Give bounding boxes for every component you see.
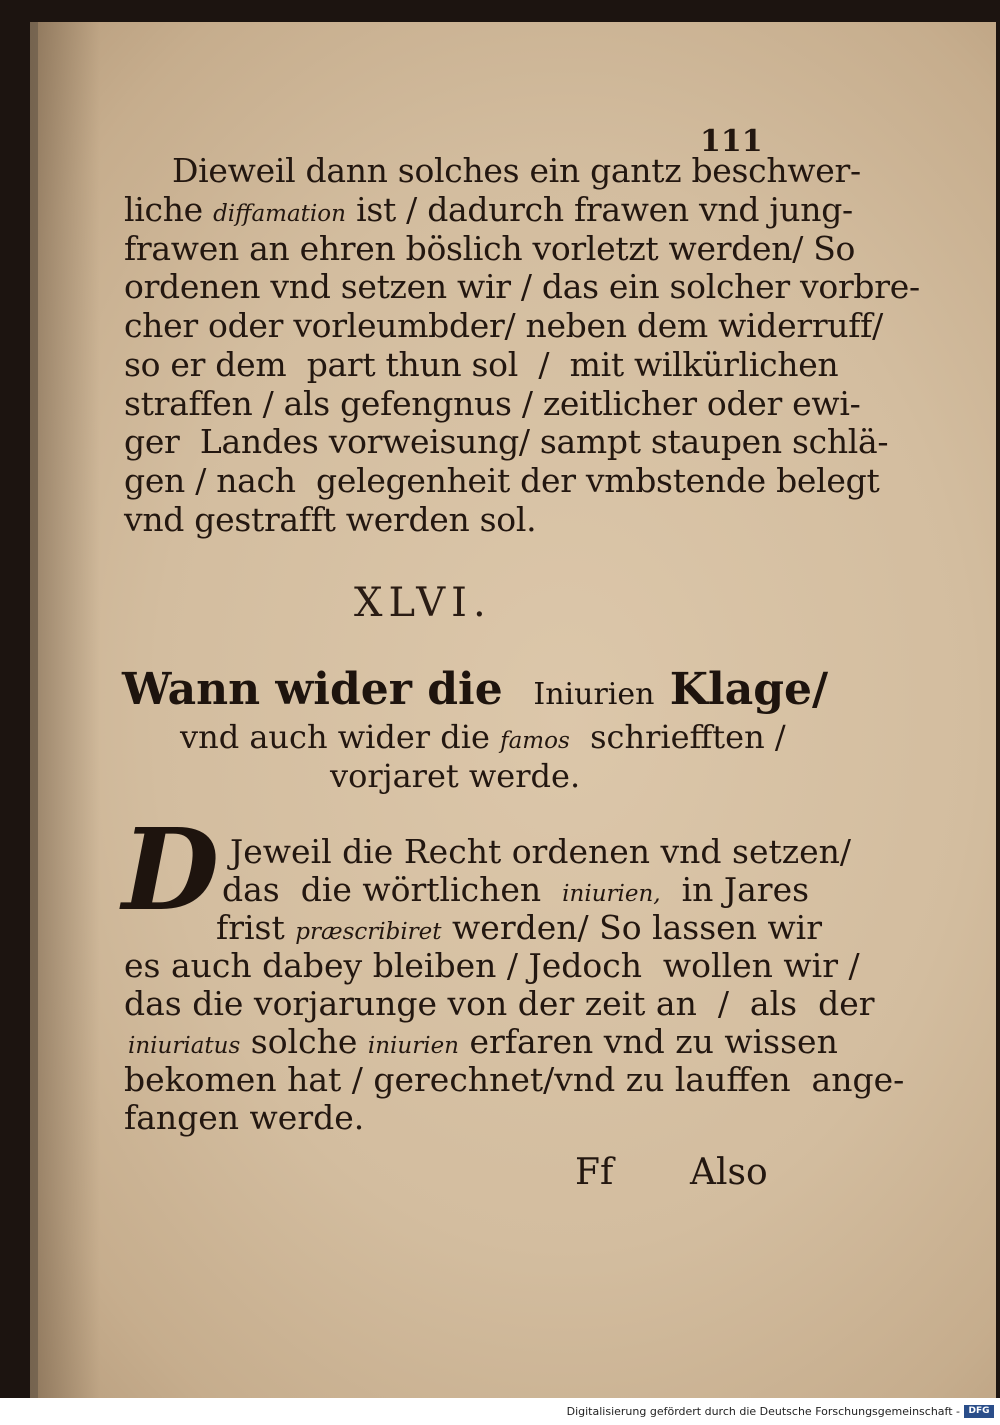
- section-title-line-2: vnd auch wider die famos schriefften /: [180, 718, 786, 756]
- footer-bar: [0, 1398, 1000, 1425]
- p2-line-7: bekomen hat / gerechnet/vnd zu lauffen ange-: [124, 1060, 905, 1099]
- p1-line-8: ger Landes vorweisung/ sampt staupen schlä-: [124, 422, 889, 461]
- dfg-logo: DFG: [964, 1405, 994, 1418]
- p1-line-2: liche diffamation ist / dadurch frawen vnd jung-: [124, 190, 853, 229]
- p2-line-2: das die wörtlichen iniurien, in Jares: [222, 870, 810, 909]
- page-number: 111: [700, 124, 763, 159]
- p2-line-4: es auch dabey bleiben / Jedoch wollen wir /: [124, 946, 860, 985]
- p2-line-8: fangen werde.: [124, 1098, 365, 1137]
- p2-line-3: frist præscribiret werden/ So lassen wir: [216, 908, 823, 947]
- p2-line-1: Jeweil die Recht ordenen vnd setzen/: [230, 832, 852, 871]
- p2-line-6: iniuriatus solche iniurien erfaren vnd zu wissen: [128, 1022, 838, 1061]
- section-title-line-3: vorjaret werde.: [330, 757, 581, 795]
- p1-line-1: Dieweil dann solches ein gantz beschwer-: [172, 151, 861, 190]
- p1-line-9: gen / nach gelegenheit der vmbstende belegt: [124, 461, 880, 500]
- p1-line-3: frawen an ehren böslich vorletzt werden/ So: [124, 229, 856, 268]
- p1-line-6: so er dem part thun sol / mit wilkürlichen: [124, 345, 839, 384]
- p1-line-4: ordenen vnd setzen wir / das ein solcher vorbre-: [124, 267, 920, 306]
- p1-line-10: vnd gestrafft werden sol.: [124, 500, 537, 539]
- decorated-initial: D: [122, 805, 220, 936]
- catchword: Also: [690, 1152, 768, 1193]
- signature-mark: Ff: [575, 1152, 614, 1193]
- footer-credit: Digitalisierung gefördert durch die Deutsche Forschungsgemeinschaft -: [566, 1405, 960, 1418]
- p2-line-5: das die vorjarunge von der zeit an / als der: [124, 984, 875, 1023]
- p1-line-7: straffen / als gefengnus / zeitlicher oder ewi-: [124, 384, 861, 423]
- page-gutter-shadow: [30, 22, 100, 1402]
- p1-line-5: cher oder vorleumbder/ neben dem widerruff/: [124, 306, 883, 345]
- section-title-line-1: Wann wider die Iniurien Klage/: [122, 664, 829, 715]
- section-number: XLVI.: [354, 580, 492, 626]
- latin-term: diffamation: [213, 201, 346, 227]
